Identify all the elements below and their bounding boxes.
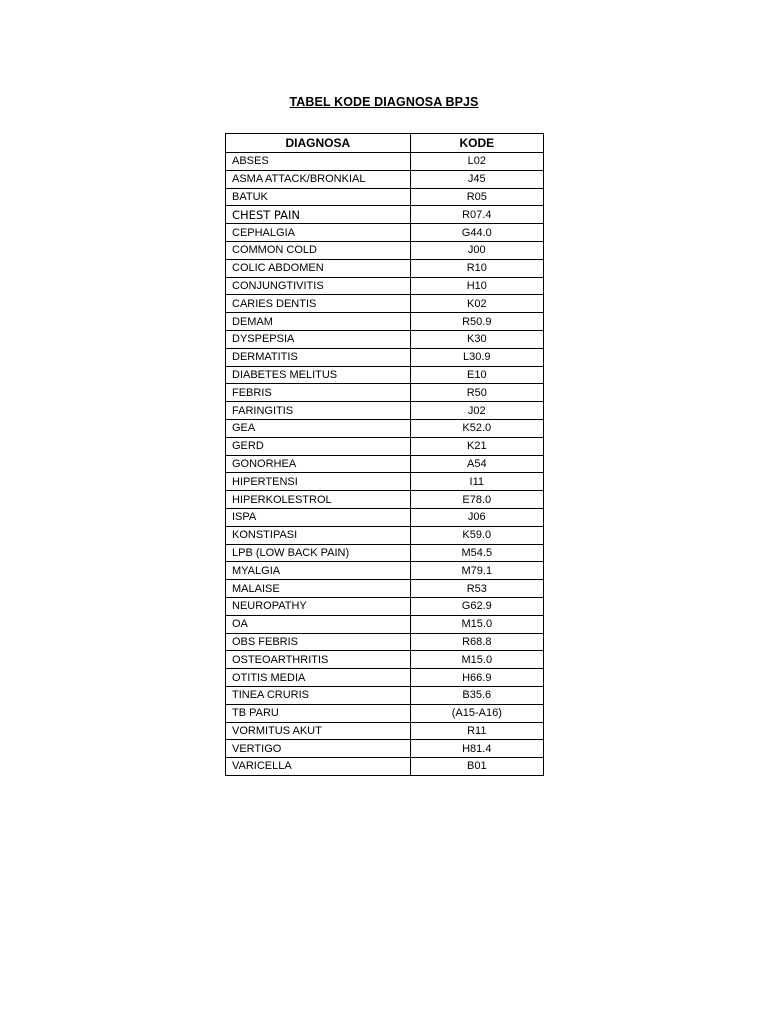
- diagnosa-cell: HIPERKOLESTROL: [226, 491, 411, 509]
- diagnosa-cell: OBS FEBRIS: [226, 633, 411, 651]
- table-row: [226, 758, 544, 776]
- table-row: [226, 259, 544, 277]
- diagnosa-cell: VARICELLA: [226, 758, 411, 776]
- table-row: [226, 615, 544, 633]
- kode-cell: H10: [410, 277, 543, 295]
- table-row: [226, 188, 544, 206]
- kode-cell: R07.4: [410, 206, 543, 224]
- kode-cell: M15.0: [410, 615, 543, 633]
- diagnosa-cell: GERD: [226, 437, 411, 455]
- kode-cell: G44.0: [410, 224, 543, 242]
- diagnosa-cell: LPB (LOW BACK PAIN): [226, 544, 411, 562]
- diagnosa-cell: DERMATITIS: [226, 348, 411, 366]
- table-row: [226, 526, 544, 544]
- diagnosa-cell: TB PARU: [226, 704, 411, 722]
- column-header-kode: KODE: [410, 134, 543, 153]
- diagnosa-cell: OSTEOARTHRITIS: [226, 651, 411, 669]
- diagnosa-cell: DYSPEPSIA: [226, 330, 411, 348]
- diagnosa-cell: FARINGITIS: [226, 402, 411, 420]
- diagnosa-cell: DIABETES MELITUS: [226, 366, 411, 384]
- table-row: [226, 437, 544, 455]
- table-row: [226, 241, 544, 259]
- kode-cell: H81.4: [410, 740, 543, 758]
- table-row: [226, 633, 544, 651]
- diagnosa-cell: CEPHALGIA: [226, 224, 411, 242]
- kode-cell: J45: [410, 170, 543, 188]
- kode-cell: J00: [410, 241, 543, 259]
- table-row: [226, 330, 544, 348]
- column-header-diagnosa: DIAGNOSA: [226, 134, 411, 153]
- table-row: [226, 562, 544, 580]
- table-row: [226, 491, 544, 509]
- kode-cell: E10: [410, 366, 543, 384]
- diagnosa-cell: ASMA ATTACK/BRONKIAL: [226, 170, 411, 188]
- table-row: [226, 366, 544, 384]
- kode-cell: K59.0: [410, 526, 543, 544]
- kode-cell: M79.1: [410, 562, 543, 580]
- table-row: [226, 295, 544, 313]
- kode-cell: M54.5: [410, 544, 543, 562]
- kode-cell: R11: [410, 722, 543, 740]
- table-row: [226, 722, 544, 740]
- table-row: [226, 473, 544, 491]
- diagnosa-cell: OTITIS MEDIA: [226, 669, 411, 687]
- kode-cell: R68.8: [410, 633, 543, 651]
- table-row: [226, 704, 544, 722]
- table-row: [226, 669, 544, 687]
- diagnosa-cell: COMMON COLD: [226, 241, 411, 259]
- table-row: [226, 348, 544, 366]
- table-row: [226, 153, 544, 171]
- diagnosa-cell: NEUROPATHY: [226, 597, 411, 615]
- kode-cell: A54: [410, 455, 543, 473]
- kode-cell: M15.0: [410, 651, 543, 669]
- diagnosa-cell: DEMAM: [226, 313, 411, 331]
- diagnosa-cell: TINEA CRURIS: [226, 686, 411, 704]
- table-row: [226, 686, 544, 704]
- table-row: [226, 597, 544, 615]
- diagnosa-cell: CARIES DENTIS: [226, 295, 411, 313]
- kode-cell: (A15-A16): [410, 704, 543, 722]
- table-row: [226, 402, 544, 420]
- table-row: [226, 455, 544, 473]
- kode-cell: R05: [410, 188, 543, 206]
- table-row: [226, 313, 544, 331]
- diagnosa-cell: MALAISE: [226, 580, 411, 598]
- table-row: [226, 170, 544, 188]
- kode-cell: B01: [410, 758, 543, 776]
- diagnosa-cell: COLIC ABDOMEN: [226, 259, 411, 277]
- table-row: [226, 419, 544, 437]
- kode-cell: R50.9: [410, 313, 543, 331]
- kode-cell: J06: [410, 508, 543, 526]
- kode-cell: K52.0: [410, 419, 543, 437]
- page-title: TABEL KODE DIAGNOSA BPJS: [289, 95, 479, 109]
- diagnosa-cell: CONJUNGTIVITIS: [226, 277, 411, 295]
- table-row: [226, 580, 544, 598]
- diagnosa-cell: GEA: [226, 419, 411, 437]
- kode-cell: E78.0: [410, 491, 543, 509]
- table-row: [226, 224, 544, 242]
- table-body: [226, 153, 544, 776]
- table-row: [226, 740, 544, 758]
- diagnosa-cell: FEBRIS: [226, 384, 411, 402]
- kode-cell: L02: [410, 153, 543, 171]
- kode-cell: R50: [410, 384, 543, 402]
- kode-cell: G62.9: [410, 597, 543, 615]
- kode-cell: K30: [410, 330, 543, 348]
- diagnosis-code-table: [225, 133, 544, 776]
- table-row: [226, 508, 544, 526]
- kode-cell: H66.9: [410, 669, 543, 687]
- table-row: [226, 544, 544, 562]
- table-row: [226, 206, 544, 224]
- kode-cell: I11: [410, 473, 543, 491]
- kode-cell: B35.6: [410, 686, 543, 704]
- kode-cell: J02: [410, 402, 543, 420]
- diagnosa-cell: GONORHEA: [226, 455, 411, 473]
- kode-cell: R10: [410, 259, 543, 277]
- diagnosa-cell: CHEST PAIN: [226, 206, 411, 224]
- diagnosa-cell: HIPERTENSI: [226, 473, 411, 491]
- diagnosa-cell: BATUK: [226, 188, 411, 206]
- kode-cell: R53: [410, 580, 543, 598]
- diagnosa-cell: ISPA: [226, 508, 411, 526]
- diagnosa-cell: VORMITUS AKUT: [226, 722, 411, 740]
- kode-cell: K21: [410, 437, 543, 455]
- table-header-row: [226, 134, 544, 153]
- diagnosa-cell: MYALGIA: [226, 562, 411, 580]
- diagnosa-cell: VERTIGO: [226, 740, 411, 758]
- table-row: [226, 277, 544, 295]
- kode-cell: L30.9: [410, 348, 543, 366]
- diagnosa-cell: OA: [226, 615, 411, 633]
- diagnosa-cell: KONSTIPASI: [226, 526, 411, 544]
- table-row: [226, 651, 544, 669]
- table-row: [226, 384, 544, 402]
- kode-cell: K02: [410, 295, 543, 313]
- diagnosa-cell: ABSES: [226, 153, 411, 171]
